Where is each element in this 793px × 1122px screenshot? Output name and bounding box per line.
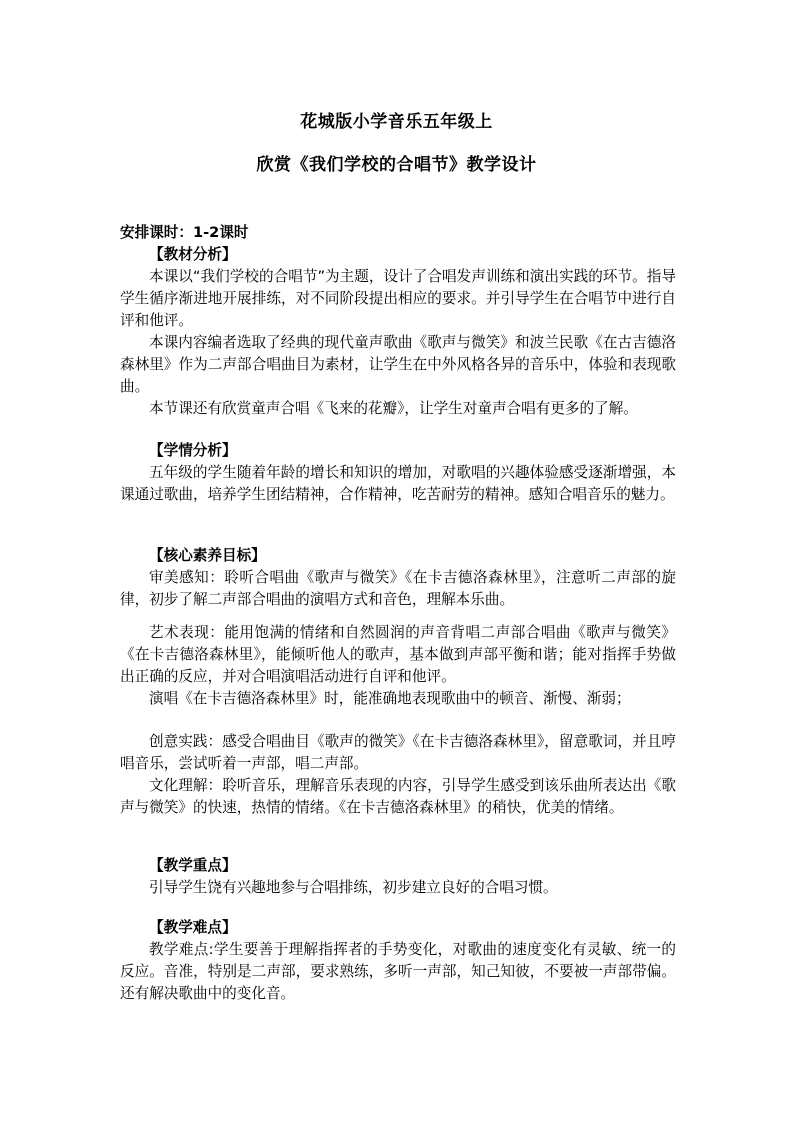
section-key-points [120,855,676,899]
section-heading: 【教学难点】 [149,919,237,936]
document-title: 花城版小学音乐五年级上 [300,112,493,132]
section-core-goals-continued [120,622,676,710]
paragraph: 本课以“我们学校的合唱节”为主题，设计了合唱发声训练和演出实践的环节。指导学生循序渐进地开展排练，对不同阶段提出相应的要求。并引导学生在合唱节中进行自评和他评。 [120,268,676,329]
paragraph: 五年级的学生随着年龄的增长和知识的增加，对歌唱的兴趣体验感受逐渐增强，本课通过歌曲，培养学生团结精神，合作精神，吃苦耐劳的精神。感知合唱音乐的魅力。 [120,464,676,503]
paragraph: 本节课还有欣赏童声合唱《飞来的花瓣》，让学生对童声合唱有更多的了解。 [149,400,638,417]
section-heading: 【学情分析】 [149,442,237,459]
section-student-analysis [120,440,676,506]
section-core-goals-practice [120,731,676,819]
document-subtitle: 欣赏《我们学校的合唱节》教学设计 [256,155,537,175]
section-difficulties [120,917,676,1005]
section-material-analysis [120,244,676,420]
paragraph: 教学难点:学生要善于理解指挥者的手势变化，对歌曲的速度变化有灵敏、统一的反应。音准，特别是二声部，要求熟练，多听一声部，知己知彼，不要被一声部带偏。还有解决歌曲中的变化音。 [120,941,676,1002]
section-heading: 【教学重点】 [149,857,237,874]
paragraph: 本课内容编者选取了经典的现代童声歌曲《歌声与微笑》和波兰民歌《在古吉德洛森林里》作为二声部合唱曲目为素材，让学生在中外风格各异的音乐中，体验和表现歌曲。 [120,334,676,395]
paragraph: 引导学生饶有兴趣地参与合唱排练，初步建立良好的合唱习惯。 [149,879,558,896]
paragraph: 艺术表现：能用饱满的情绪和自然圆润的声音背唱二声部合唱曲《歌声与微笑》《在卡吉德洛森林里》，能倾听他人的歌声，基本做到声部平衡和谐；能对指挥手势做出正确的反应，并对合唱演唱活动进行自评和他评。 [120,624,676,685]
paragraph: 文化理解：聆听音乐，理解音乐表现的内容，引导学生感受到该乐曲所表达出《歌声与微笑》的快速，热情的情绪。《在卡吉德洛森林里》的稍快，优美的情绪。 [120,777,676,816]
paragraph: 审美感知：聆听合唱曲《歌声与微笑》《在卡吉德洛森林里》，注意听二声部的旋律，初步了解二声部合唱曲的演唱方式和音色，理解本乐曲。 [120,569,676,608]
section-core-goals [120,545,676,611]
class-hours: 安排课时：1-2课时 [120,224,249,241]
paragraph: 演唱《在卡吉德洛森林里》时，能准确地表现歌曲中的顿音、渐慢、渐弱； [149,690,631,707]
section-heading: 【核心素养目标】 [149,547,266,564]
section-heading: 【教材分析】 [149,246,237,263]
paragraph: 创意实践：感受合唱曲目《歌声的微笑》《在卡吉德洛森林里》，留意歌词，并且哼唱音乐，尝试听着一声部，唱二声部。 [120,733,676,772]
